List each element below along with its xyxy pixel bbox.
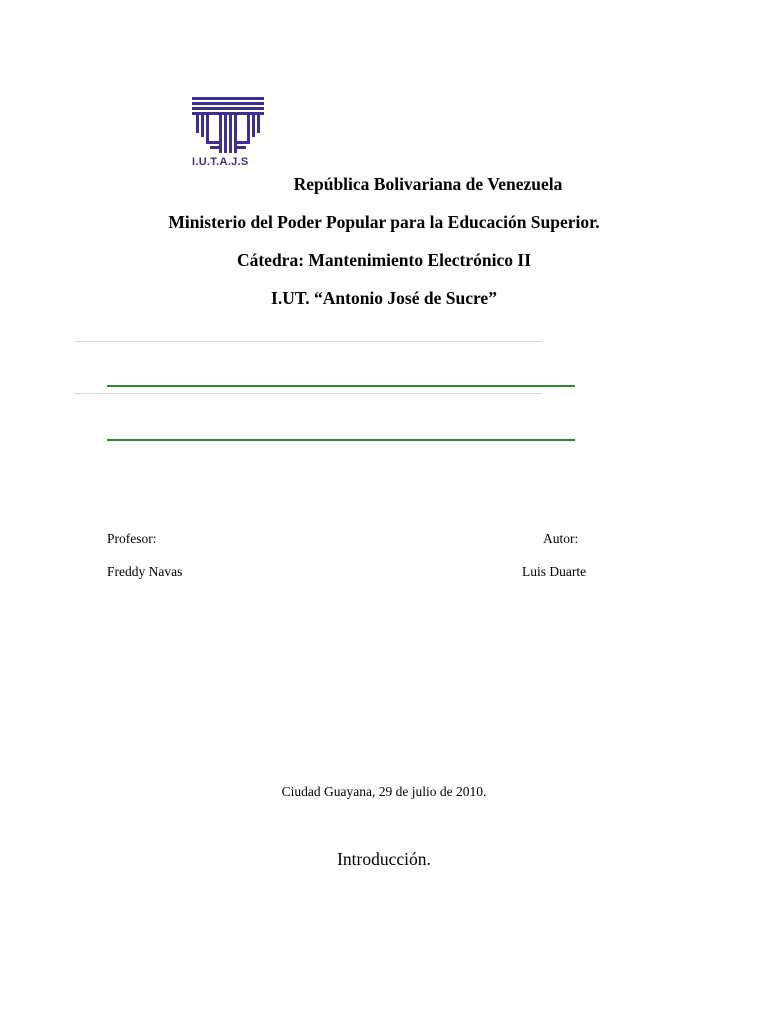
- header-line-3: Cátedra: Mantenimiento Electrónico II: [236, 250, 532, 270]
- green-underline-1: [107, 385, 575, 387]
- profesor-name: Freddy Navas: [107, 564, 183, 579]
- header-line-4: I.UT. “Antonio José de Sucre”: [271, 288, 497, 308]
- autor-label: Autor:: [543, 531, 579, 546]
- header-line-2: Ministerio del Poder Popular para la Educación Superior.: [168, 212, 600, 232]
- section-title: Introducción.: [337, 849, 431, 869]
- header-line-1: República Bolivariana de Venezuela: [293, 174, 563, 194]
- thin-divider-2: [75, 393, 542, 394]
- green-underline-2: [107, 439, 575, 441]
- logo-text: I.U.T.A.J.S: [192, 156, 249, 168]
- autor-name: Luis Duarte: [522, 564, 587, 579]
- place-date: Ciudad Guayana, 29 de julio de 2010.: [281, 784, 487, 799]
- profesor-label: Profesor:: [107, 531, 157, 546]
- thin-divider-1: [75, 341, 542, 342]
